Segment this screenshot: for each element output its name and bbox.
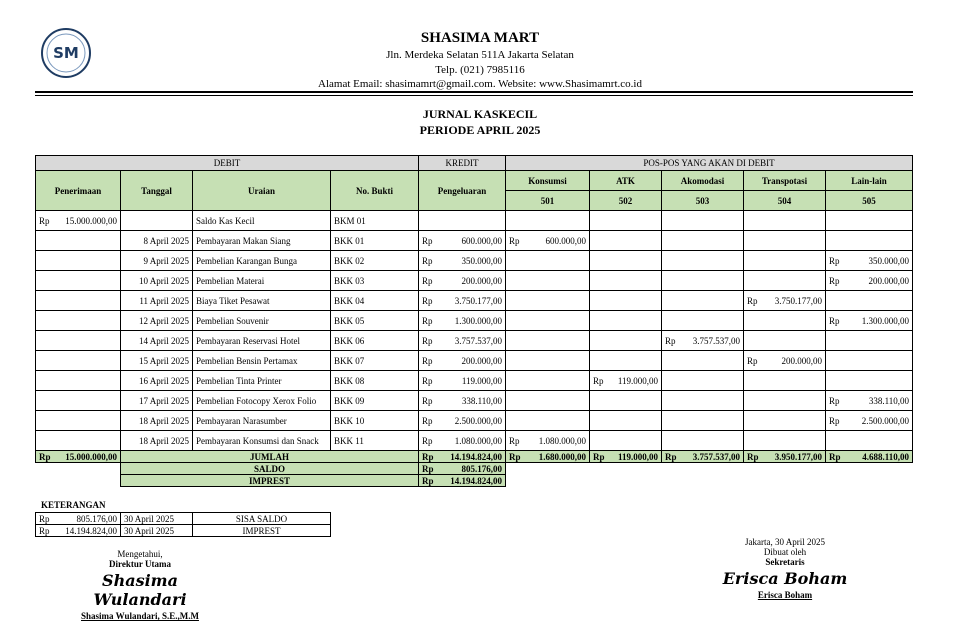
col-pengeluaran: Pengeluaran <box>419 171 506 211</box>
cell-c505 <box>826 291 913 311</box>
company-name: SHASIMA MART <box>420 30 540 46</box>
table-row <box>36 251 913 271</box>
total-505: Rp 4.688.110,00 <box>826 451 913 463</box>
company-phone: Telp. (021) 7985116 <box>435 64 525 76</box>
cell-uraian: Pembelian Materai <box>193 271 331 291</box>
cell-c504 <box>744 251 826 271</box>
cell-c502 <box>590 211 662 231</box>
cell-uraian: Pembayaran Konsumsi dan Snack <box>193 431 331 451</box>
svg-text:SM: SM <box>53 44 79 62</box>
total-504: Rp 3.950.177,00 <box>744 451 826 463</box>
cell-bukti: BKK 07 <box>331 351 419 371</box>
cell-penerimaan <box>36 411 121 431</box>
cell-c505: Rp 350.000,00 <box>826 251 913 271</box>
cell-c502 <box>590 351 662 371</box>
cell-c502 <box>590 231 662 251</box>
cell-pengeluaran: Rp 200.000,00 <box>419 271 506 291</box>
total-pengeluaran: Rp 14.194.824,00 <box>419 451 506 463</box>
cell-c504 <box>744 431 826 451</box>
cell-penerimaan <box>36 231 121 251</box>
total-label: JUMLAH <box>121 451 419 463</box>
cell-tanggal: 18 April 2025 <box>121 411 193 431</box>
cell-bukti: BKK 01 <box>331 231 419 251</box>
cell-bukti: BKK 04 <box>331 291 419 311</box>
cell-c504 <box>744 271 826 291</box>
col-akomodasi: Akomodasi <box>662 171 744 191</box>
signature-left <box>80 549 200 621</box>
cell-c502 <box>590 331 662 351</box>
table-row <box>36 211 913 231</box>
cell-c504: Rp 200.000,00 <box>744 351 826 371</box>
cell-c503 <box>662 411 744 431</box>
table-row <box>36 311 913 331</box>
cell-c503 <box>662 351 744 371</box>
cell-c503 <box>662 391 744 411</box>
cell-c503: Rp 3.757.537,00 <box>662 331 744 351</box>
cell-tanggal: 8 April 2025 <box>121 231 193 251</box>
cell-penerimaan: Rp 15.000.000,00 <box>36 211 121 231</box>
cell-c505: Rp 2.500.000,00 <box>826 411 913 431</box>
cell-uraian: Biaya Tiket Pesawat <box>193 291 331 311</box>
total-penerimaan: Rp 15.000.000,00 <box>36 451 121 463</box>
cell-tanggal: 15 April 2025 <box>121 351 193 371</box>
keterangan-table <box>35 512 331 537</box>
keterangan-row <box>36 513 331 525</box>
cell-pengeluaran: Rp 3.757.537,00 <box>419 331 506 351</box>
cell-pengeluaran: Rp 338.110,00 <box>419 391 506 411</box>
col-konsumsi: Konsumsi <box>506 171 590 191</box>
keterangan-label: IMPREST <box>193 525 331 537</box>
cell-uraian: Pembelian Karangan Bunga <box>193 251 331 271</box>
cell-pengeluaran: Rp 350.000,00 <box>419 251 506 271</box>
cell-uraian: Saldo Kas Kecil <box>193 211 331 231</box>
cell-c505 <box>826 371 913 391</box>
cell-penerimaan <box>36 371 121 391</box>
company-address: Jln. Merdeka Selatan 511A Jakarta Selatan <box>386 49 574 61</box>
cell-bukti: BKK 05 <box>331 311 419 331</box>
keterangan-amount: Rp 14.194.824,00 <box>36 525 121 537</box>
table-row <box>36 291 913 311</box>
cell-c501 <box>506 311 590 331</box>
sign-left-name: Shasima Wulandari, S.E.,M.M <box>81 611 199 621</box>
cell-c505 <box>826 331 913 351</box>
cell-penerimaan <box>36 431 121 451</box>
cell-c501 <box>506 331 590 351</box>
cell-c504: Rp 3.750.177,00 <box>744 291 826 311</box>
code-505: 505 <box>826 191 913 211</box>
cell-pengeluaran: Rp 1.300.000,00 <box>419 311 506 331</box>
cell-c503 <box>662 271 744 291</box>
cell-pengeluaran: Rp 1.080.000,00 <box>419 431 506 451</box>
table-row <box>36 331 913 351</box>
cell-tanggal: 10 April 2025 <box>121 271 193 291</box>
imprest-label: IMPREST <box>121 475 419 487</box>
cell-penerimaan <box>36 291 121 311</box>
cell-tanggal: 16 April 2025 <box>121 371 193 391</box>
cell-c505: Rp 338.110,00 <box>826 391 913 411</box>
cell-bukti: BKK 03 <box>331 271 419 291</box>
cell-c503 <box>662 211 744 231</box>
cell-tanggal <box>121 211 193 231</box>
cell-uraian: Pembayaran Narasumber <box>193 411 331 431</box>
cell-c505 <box>826 351 913 371</box>
col-tanggal: Tanggal <box>121 171 193 211</box>
table-row <box>36 271 913 291</box>
cell-c504 <box>744 211 826 231</box>
cell-pengeluaran: Rp 600.000,00 <box>419 231 506 251</box>
cell-c501 <box>506 351 590 371</box>
cell-c501 <box>506 291 590 311</box>
table-row <box>36 431 913 451</box>
cell-c504 <box>744 311 826 331</box>
cell-c504 <box>744 371 826 391</box>
cell-penerimaan <box>36 251 121 271</box>
cell-c503 <box>662 431 744 451</box>
keterangan-row <box>36 525 331 537</box>
cell-tanggal: 14 April 2025 <box>121 331 193 351</box>
cell-penerimaan <box>36 311 121 331</box>
cell-c503 <box>662 371 744 391</box>
cell-tanggal: 9 April 2025 <box>121 251 193 271</box>
col-penerimaan: Penerimaan <box>36 171 121 211</box>
cell-c501: Rp 1.080.000,00 <box>506 431 590 451</box>
cell-c501 <box>506 251 590 271</box>
cell-pengeluaran: Rp 119.000,00 <box>419 371 506 391</box>
report-period: PERIODE APRIL 2025 <box>419 123 541 137</box>
col-transpotasi: Transpotasi <box>744 171 826 191</box>
col-nobukti: No. Bukti <box>331 171 419 211</box>
cell-tanggal: 17 April 2025 <box>121 391 193 411</box>
cell-bukti: BKK 06 <box>331 331 419 351</box>
table-row <box>36 371 913 391</box>
cell-c501: Rp 600.000,00 <box>506 231 590 251</box>
keterangan-date: 30 April 2025 <box>121 525 193 537</box>
sign-right-name: Erisca Boham <box>757 590 813 600</box>
cell-c504 <box>744 231 826 251</box>
cell-tanggal: 11 April 2025 <box>121 291 193 311</box>
header-pos: POS-POS YANG AKAN DI DEBIT <box>506 156 913 171</box>
cell-bukti: BKK 08 <box>331 371 419 391</box>
cell-bukti: BKK 10 <box>331 411 419 431</box>
cell-c501 <box>506 411 590 431</box>
cell-bukti: BKK 02 <box>331 251 419 271</box>
cell-c504 <box>744 391 826 411</box>
report-title: JURNAL KASKECIL <box>422 107 538 121</box>
total-501: Rp 1.680.000,00 <box>506 451 590 463</box>
cell-c501 <box>506 391 590 411</box>
cell-c505: Rp 200.000,00 <box>826 271 913 291</box>
sign-left-signature: Shasima Wulandari <box>93 571 187 609</box>
keterangan-date: 30 April 2025 <box>121 513 193 525</box>
total-503: Rp 3.757.537,00 <box>662 451 744 463</box>
journal-table <box>35 155 913 487</box>
keterangan-title: KETERANGAN <box>41 500 106 510</box>
cell-bukti: BKK 11 <box>331 431 419 451</box>
cell-uraian: Pembelian Bensin Pertamax <box>193 351 331 371</box>
cell-tanggal: 18 April 2025 <box>121 431 193 451</box>
keterangan-label: SISA SALDO <box>193 513 331 525</box>
cell-c502 <box>590 311 662 331</box>
header-kredit: KREDIT <box>419 156 506 171</box>
cell-c503 <box>662 251 744 271</box>
table-row <box>36 411 913 431</box>
cell-bukti: BKM 01 <box>331 211 419 231</box>
cell-uraian: Pembelian Tinta Printer <box>193 371 331 391</box>
saldo-value: Rp 805.176,00 <box>419 463 506 475</box>
cell-c504 <box>744 331 826 351</box>
cell-c505 <box>826 231 913 251</box>
cell-c501 <box>506 271 590 291</box>
cell-c502 <box>590 391 662 411</box>
cell-penerimaan <box>36 391 121 411</box>
table-row <box>36 351 913 371</box>
cell-c503 <box>662 311 744 331</box>
cell-c502: Rp 119.000,00 <box>590 371 662 391</box>
sign-right-line2: Sekretaris <box>765 557 805 567</box>
cell-c505 <box>826 431 913 451</box>
code-503: 503 <box>662 191 744 211</box>
cell-bukti: BKK 09 <box>331 391 419 411</box>
sign-right-signature: Erisca Boham <box>722 569 848 588</box>
cell-pengeluaran: Rp 2.500.000,00 <box>419 411 506 431</box>
saldo-label: SALDO <box>121 463 419 475</box>
col-uraian: Uraian <box>193 171 331 211</box>
cell-c502 <box>590 251 662 271</box>
table-row <box>36 231 913 251</box>
cell-c504 <box>744 411 826 431</box>
cell-c501 <box>506 211 590 231</box>
signature-right <box>720 537 850 600</box>
cell-c502 <box>590 291 662 311</box>
cell-uraian: Pembayaran Reservasi Hotel <box>193 331 331 351</box>
cell-pengeluaran: Rp 200.000,00 <box>419 351 506 371</box>
cell-penerimaan <box>36 331 121 351</box>
col-lainlain: Lain-lain <box>826 171 913 191</box>
code-504: 504 <box>744 191 826 211</box>
sign-left-line1: Mengetahui, <box>117 549 163 559</box>
sign-left-line2: Direktur Utama <box>109 559 171 569</box>
cell-uraian: Pembelian Fotocopy Xerox Folio <box>193 391 331 411</box>
header-divider <box>35 91 913 93</box>
cell-penerimaan <box>36 271 121 291</box>
cell-c505: Rp 1.300.000,00 <box>826 311 913 331</box>
cell-pengeluaran <box>419 211 506 231</box>
header-debit: DEBIT <box>36 156 419 171</box>
cell-c502 <box>590 431 662 451</box>
cell-c502 <box>590 411 662 431</box>
col-atk: ATK <box>590 171 662 191</box>
cell-uraian: Pembelian Souvenir <box>193 311 331 331</box>
cell-penerimaan <box>36 351 121 371</box>
header-divider-thin <box>35 95 913 96</box>
cell-tanggal: 12 April 2025 <box>121 311 193 331</box>
keterangan-amount: Rp 805.176,00 <box>36 513 121 525</box>
sign-right-date: Jakarta, 30 April 2025 <box>745 537 825 547</box>
cell-c501 <box>506 371 590 391</box>
code-502: 502 <box>590 191 662 211</box>
code-501: 501 <box>506 191 590 211</box>
cell-c505 <box>826 211 913 231</box>
table-row <box>36 391 913 411</box>
cell-c503 <box>662 231 744 251</box>
sign-right-line1: Dibuat oleh <box>763 547 807 557</box>
cell-c502 <box>590 271 662 291</box>
cell-pengeluaran: Rp 3.750.177,00 <box>419 291 506 311</box>
cell-c503 <box>662 291 744 311</box>
company-contact: Alamat Email: shasimamrt@gmail.com. Website: www.Shasimamrt.co.id <box>318 78 642 90</box>
imprest-value: Rp 14.194.824,00 <box>419 475 506 487</box>
total-502: Rp 119.000,00 <box>590 451 662 463</box>
cell-uraian: Pembayaran Makan Siang <box>193 231 331 251</box>
